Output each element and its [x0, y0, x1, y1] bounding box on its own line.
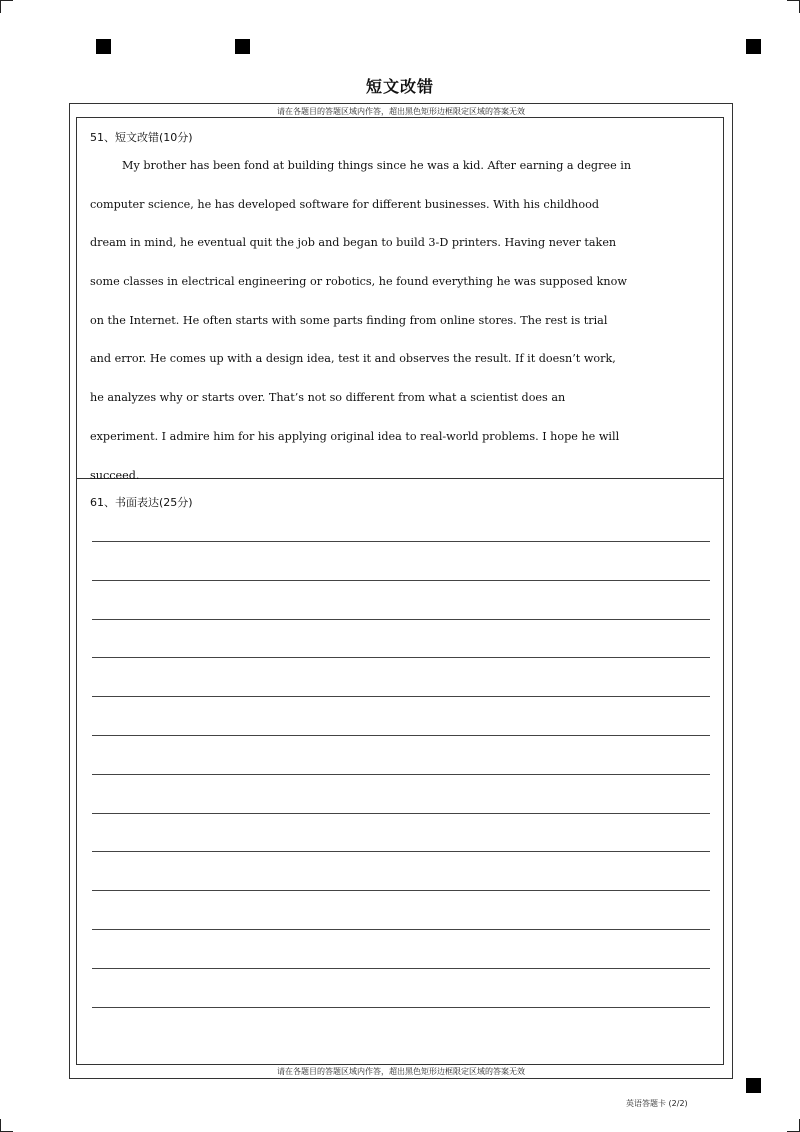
answer-line: [92, 541, 710, 542]
notice-bottom: 请在各题目的答题区域内作答，超出黑色矩形边框限定区域的答案无效: [277, 1067, 525, 1076]
question-61-section: [77, 479, 723, 1064]
passage-line: succeed.: [90, 468, 140, 482]
question-61-label: 61、书面表达(25分): [90, 496, 193, 509]
answer-box: [76, 117, 724, 1065]
answer-line: [92, 696, 710, 697]
answer-line: [92, 774, 710, 775]
registration-mark: [96, 39, 111, 54]
page-footer: 英语答题卡 (2/2): [626, 1099, 688, 1108]
registration-mark: [235, 39, 250, 54]
passage-line: computer science, he has developed software for different businesses. With his childhood: [90, 197, 600, 211]
answer-line: [92, 580, 710, 581]
passage-line: some classes in electrical engineering or robotics, he found everything he was supposed know: [90, 275, 627, 289]
answer-line: [92, 619, 710, 620]
corner-mark-top-right: [787, 0, 800, 13]
answer-line: [92, 813, 710, 814]
corner-mark-bottom-right: [787, 1119, 800, 1132]
question-51-label: 51、短文改错(10分): [90, 131, 193, 144]
proofreading-passage: [90, 147, 708, 495]
passage-line: on the Internet. He often starts with some parts finding from online stores. The rest is trial: [90, 313, 608, 327]
passage-line: he analyzes why or starts over. That’s not so different from what a scientist does an: [90, 391, 566, 405]
question-51-section: [77, 118, 723, 482]
passage-line: and error. He comes up with a design idea, test it and observes the result. If it doesn’t work,: [90, 352, 616, 366]
page-title: 短文改错: [365, 77, 434, 96]
answer-line: [92, 1007, 710, 1008]
answer-area-frame: [69, 103, 733, 1079]
answer-line: [92, 657, 710, 658]
passage-line: experiment. I admire him for his applying original idea to real-world problems. I hope he will: [90, 429, 620, 443]
corner-mark-top-left: [0, 0, 13, 13]
registration-mark: [746, 1078, 761, 1093]
answer-line: [92, 890, 710, 891]
passage-line: My brother has been fond at building things since he was a kid. After earning a degree in: [122, 159, 632, 172]
answer-line: [92, 929, 710, 930]
answer-line: [92, 735, 710, 736]
answer-line: [92, 968, 710, 969]
answer-line: [92, 851, 710, 852]
registration-mark: [746, 39, 761, 54]
notice-top: 请在各题目的答题区域内作答，超出黑色矩形边框限定区域的答案无效: [277, 107, 525, 116]
passage-line: dream in mind, he eventual quit the job and began to build 3-D printers. Having never taken: [90, 236, 617, 250]
corner-mark-bottom-left: [0, 1119, 13, 1132]
